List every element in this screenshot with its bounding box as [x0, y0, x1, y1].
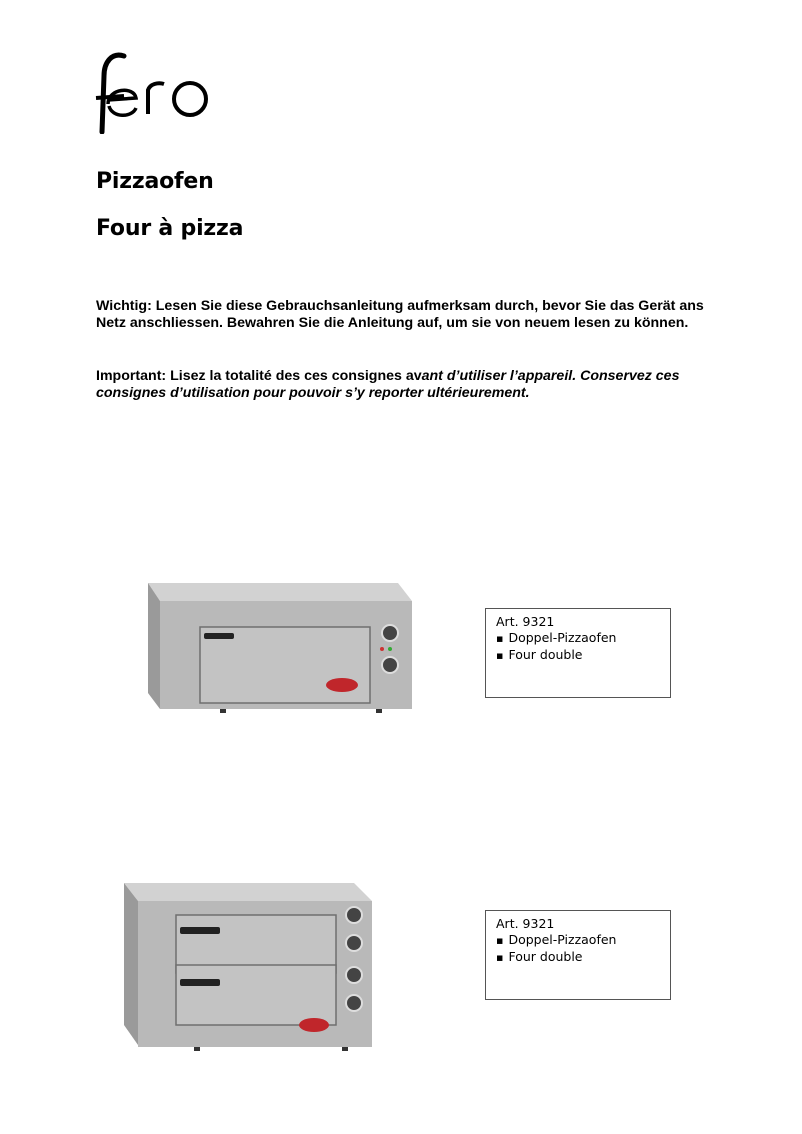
double-pizza-oven-image: [118, 875, 380, 1055]
instructions-german: Wichtig: Lesen Sie diese Gebrauchsanleitung aufmerksam durch, bevor Sie das Gerät ans Netz anschliessen. Bewahren Sie die Anleitung auf, um sie von neuem lesen zu können.: [96, 298, 704, 331]
product-description-french: ▪ Four double: [496, 949, 660, 966]
product-description-german: ▪ Doppel-Pizzaofen: [496, 932, 660, 949]
product-art-number: Art. 9321: [496, 614, 555, 629]
product-box-single: [485, 608, 671, 698]
fero-logo: [94, 52, 212, 134]
title-german: Pizzaofen: [96, 169, 214, 194]
product-description-french: ▪ Four double: [496, 647, 660, 664]
instructions-french: [96, 368, 726, 401]
product-art-number: Art. 9321: [496, 916, 555, 931]
title-french: Four à pizza: [96, 216, 244, 241]
instructions-french-italic: ant d’utiliser l’appareil. Conservez ces consignes d’utilisation pour pouvoir s’y reporter ultérieurement.: [96, 368, 680, 401]
instructions-french-regular: Important: Lisez la totalité des ces consignes av: [96, 368, 422, 384]
product-description-german: ▪ Doppel-Pizzaofen: [496, 630, 660, 647]
single-pizza-oven-image: [140, 575, 420, 715]
product-box-double: [485, 910, 671, 1000]
